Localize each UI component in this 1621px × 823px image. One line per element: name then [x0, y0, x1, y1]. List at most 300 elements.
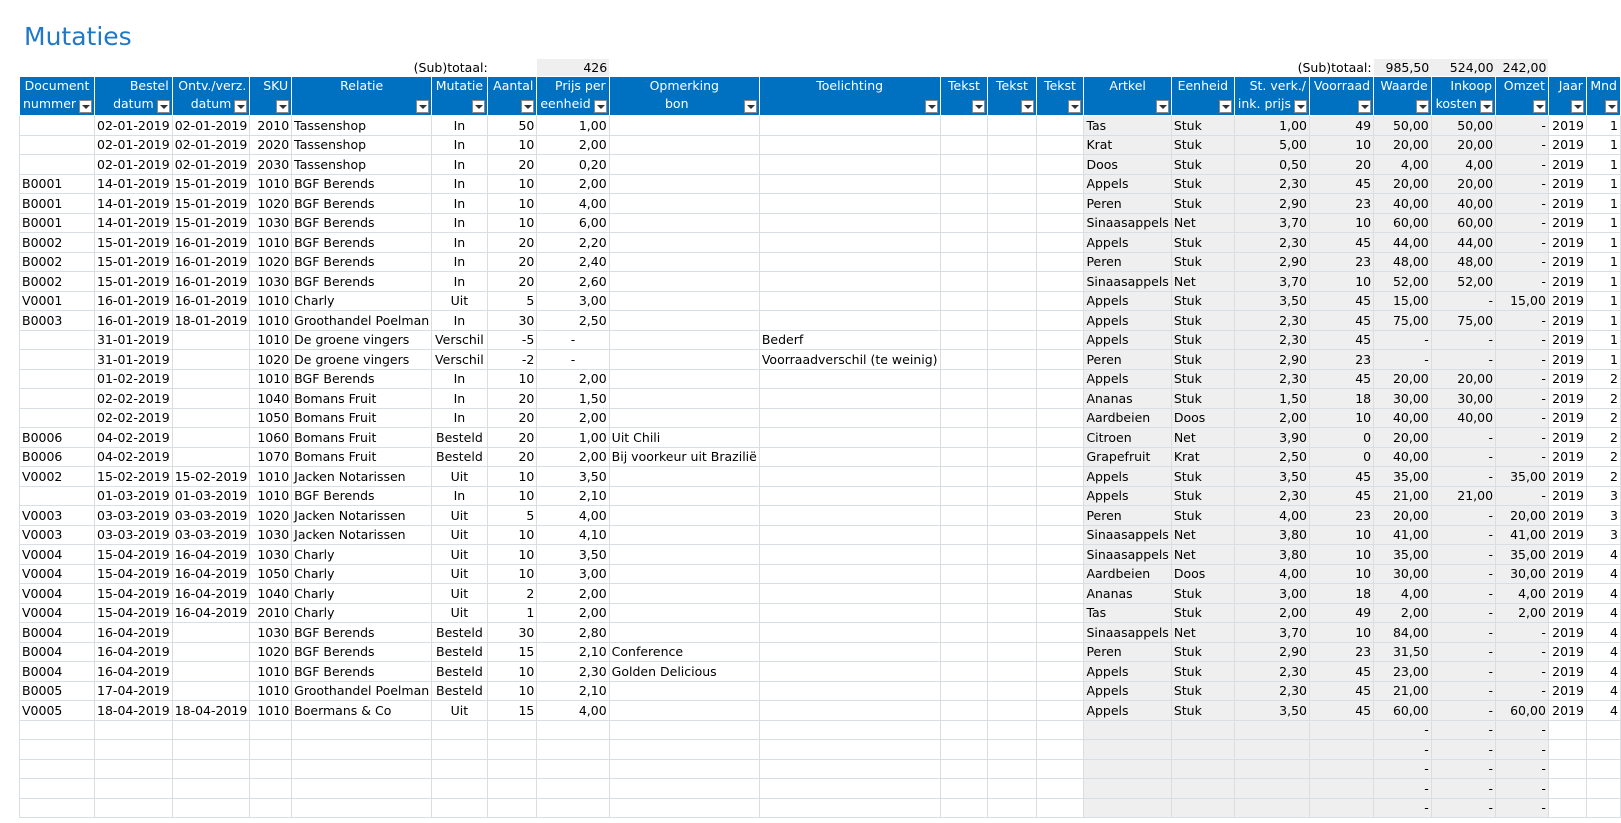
cell-relatie[interactable]: Groothandel Poelman: [292, 311, 432, 331]
cell-waarde[interactable]: -: [1374, 350, 1432, 370]
cell-prijs-per-eenheid[interactable]: 2,10: [537, 642, 609, 662]
cell-tekst-3[interactable]: [1036, 798, 1084, 818]
cell-document-nummer[interactable]: B0001: [20, 213, 95, 233]
cell-tekst-1[interactable]: [940, 623, 988, 643]
cell-toelichting[interactable]: [759, 194, 940, 214]
cell-artikel[interactable]: Appels: [1084, 662, 1171, 682]
cell-sku[interactable]: [250, 779, 292, 799]
cell-omzet[interactable]: 4,00: [1496, 584, 1549, 604]
cell-waarde[interactable]: 4,00: [1374, 584, 1432, 604]
cell-tekst-1[interactable]: [940, 213, 988, 233]
cell-waarde[interactable]: 44,00: [1374, 233, 1432, 253]
cell-opmerking-bon[interactable]: [609, 135, 759, 155]
cell-aantal[interactable]: 10: [487, 681, 537, 701]
cell-document-nummer[interactable]: B0004: [20, 642, 95, 662]
cell-verk-ink-prijs[interactable]: 2,00: [1234, 408, 1309, 428]
cell-aantal[interactable]: 10: [487, 486, 537, 506]
cell-maand[interactable]: 1: [1586, 155, 1620, 175]
cell-sku[interactable]: 1040: [250, 584, 292, 604]
cell-waarde[interactable]: -: [1374, 720, 1432, 740]
cell-mutatie[interactable]: [432, 740, 487, 760]
cell-artikel[interactable]: Aardbeien: [1084, 408, 1171, 428]
cell-opmerking-bon[interactable]: [609, 701, 759, 721]
cell-tekst-2[interactable]: [988, 603, 1036, 623]
cell-verk-ink-prijs[interactable]: 3,90: [1234, 428, 1309, 448]
cell-bestel-datum[interactable]: 02-01-2019: [95, 116, 173, 136]
filter-dropdown-icon[interactable]: [1156, 100, 1169, 113]
cell-artikel[interactable]: Sinaasappels: [1084, 525, 1171, 545]
cell-mutatie[interactable]: Besteld: [432, 662, 487, 682]
cell-prijs-per-eenheid[interactable]: [537, 779, 609, 799]
header-toelichting[interactable]: [759, 77, 940, 116]
cell-inkoop-kosten[interactable]: -: [1431, 584, 1495, 604]
cell-tekst-1[interactable]: [940, 330, 988, 350]
cell-opmerking-bon[interactable]: [609, 623, 759, 643]
cell-inkoop-kosten[interactable]: -: [1431, 350, 1495, 370]
cell-artikel[interactable]: Tas: [1084, 116, 1171, 136]
cell-tekst-1[interactable]: [940, 233, 988, 253]
filter-dropdown-icon[interactable]: [972, 100, 985, 113]
cell-inkoop-kosten[interactable]: 75,00: [1431, 311, 1495, 331]
cell-waarde[interactable]: 35,00: [1374, 545, 1432, 565]
cell-bestel-datum[interactable]: 15-04-2019: [95, 564, 173, 584]
header-tekst-1[interactable]: [940, 77, 988, 116]
cell-toelichting[interactable]: [759, 681, 940, 701]
cell-maand[interactable]: 4: [1586, 701, 1620, 721]
cell-jaar[interactable]: 2019: [1548, 486, 1586, 506]
cell-omzet[interactable]: -: [1496, 213, 1549, 233]
cell-prijs-per-eenheid[interactable]: 3,00: [537, 564, 609, 584]
cell-mutatie[interactable]: In: [432, 311, 487, 331]
cell-waarde[interactable]: 60,00: [1374, 213, 1432, 233]
cell-inkoop-kosten[interactable]: -: [1431, 291, 1495, 311]
cell-jaar[interactable]: [1548, 779, 1586, 799]
cell-relatie[interactable]: BGF Berends: [292, 174, 432, 194]
cell-prijs-per-eenheid[interactable]: [537, 720, 609, 740]
cell-tekst-3[interactable]: [1036, 252, 1084, 272]
cell-sku[interactable]: 1030: [250, 623, 292, 643]
cell-document-nummer[interactable]: [20, 116, 95, 136]
cell-artikel[interactable]: Ananas: [1084, 584, 1171, 604]
cell-maand[interactable]: 1: [1586, 272, 1620, 292]
cell-tekst-3[interactable]: [1036, 155, 1084, 175]
cell-inkoop-kosten[interactable]: 50,00: [1431, 116, 1495, 136]
cell-tekst-2[interactable]: [988, 486, 1036, 506]
header-aantal[interactable]: [487, 77, 537, 116]
cell-tekst-1[interactable]: [940, 798, 988, 818]
cell-tekst-3[interactable]: [1036, 428, 1084, 448]
cell-opmerking-bon[interactable]: [609, 740, 759, 760]
cell-artikel[interactable]: Appels: [1084, 369, 1171, 389]
cell-jaar[interactable]: 2019: [1548, 506, 1586, 526]
cell-relatie[interactable]: [292, 740, 432, 760]
cell-inkoop-kosten[interactable]: -: [1431, 662, 1495, 682]
filter-dropdown-icon[interactable]: [1480, 100, 1493, 113]
cell-omzet[interactable]: -: [1496, 798, 1549, 818]
cell-prijs-per-eenheid[interactable]: 2,20: [537, 233, 609, 253]
cell-voorraad[interactable]: 10: [1310, 213, 1374, 233]
cell-aantal[interactable]: [487, 798, 537, 818]
cell-relatie[interactable]: Tassenshop: [292, 155, 432, 175]
cell-mutatie[interactable]: In: [432, 174, 487, 194]
cell-omzet[interactable]: 35,00: [1496, 467, 1549, 487]
cell-opmerking-bon[interactable]: [609, 194, 759, 214]
cell-jaar[interactable]: 2019: [1548, 116, 1586, 136]
cell-ontv-verz-datum[interactable]: 16-01-2019: [172, 272, 250, 292]
cell-eenheid[interactable]: Stuk: [1171, 330, 1234, 350]
cell-tekst-1[interactable]: [940, 759, 988, 779]
cell-eenheid[interactable]: Stuk: [1171, 311, 1234, 331]
cell-opmerking-bon[interactable]: [609, 213, 759, 233]
cell-document-nummer[interactable]: V0004: [20, 545, 95, 565]
cell-prijs-per-eenheid[interactable]: 3,50: [537, 545, 609, 565]
cell-eenheid[interactable]: Stuk: [1171, 584, 1234, 604]
cell-ontv-verz-datum[interactable]: 15-01-2019: [172, 174, 250, 194]
cell-maand[interactable]: 4: [1586, 584, 1620, 604]
cell-artikel[interactable]: Appels: [1084, 233, 1171, 253]
cell-verk-ink-prijs[interactable]: 1,50: [1234, 389, 1309, 409]
cell-eenheid[interactable]: Net: [1171, 272, 1234, 292]
cell-jaar[interactable]: 2019: [1548, 662, 1586, 682]
cell-artikel[interactable]: Peren: [1084, 194, 1171, 214]
cell-jaar[interactable]: 2019: [1548, 213, 1586, 233]
cell-aantal[interactable]: 10: [487, 174, 537, 194]
cell-tekst-1[interactable]: [940, 642, 988, 662]
cell-waarde[interactable]: -: [1374, 779, 1432, 799]
cell-maand[interactable]: 1: [1586, 291, 1620, 311]
cell-artikel[interactable]: Appels: [1084, 330, 1171, 350]
cell-mutatie[interactable]: In: [432, 252, 487, 272]
cell-mutatie[interactable]: Besteld: [432, 681, 487, 701]
cell-voorraad[interactable]: 10: [1310, 623, 1374, 643]
cell-prijs-per-eenheid[interactable]: [537, 759, 609, 779]
cell-maand[interactable]: 1: [1586, 135, 1620, 155]
cell-eenheid[interactable]: Stuk: [1171, 174, 1234, 194]
cell-bestel-datum[interactable]: 01-03-2019: [95, 486, 173, 506]
cell-maand[interactable]: 4: [1586, 681, 1620, 701]
cell-inkoop-kosten[interactable]: 30,00: [1431, 389, 1495, 409]
cell-waarde[interactable]: 21,00: [1374, 681, 1432, 701]
cell-waarde[interactable]: 20,00: [1374, 506, 1432, 526]
cell-sku[interactable]: 1030: [250, 545, 292, 565]
cell-jaar[interactable]: 2019: [1548, 369, 1586, 389]
cell-verk-ink-prijs[interactable]: 2,30: [1234, 681, 1309, 701]
cell-inkoop-kosten[interactable]: -: [1431, 623, 1495, 643]
cell-mutatie[interactable]: Uit: [432, 603, 487, 623]
cell-opmerking-bon[interactable]: [609, 720, 759, 740]
cell-eenheid[interactable]: Stuk: [1171, 350, 1234, 370]
cell-verk-ink-prijs[interactable]: 2,30: [1234, 486, 1309, 506]
cell-tekst-3[interactable]: [1036, 525, 1084, 545]
cell-aantal[interactable]: -5: [487, 330, 537, 350]
cell-toelichting[interactable]: [759, 662, 940, 682]
cell-omzet[interactable]: -: [1496, 330, 1549, 350]
cell-inkoop-kosten[interactable]: 4,00: [1431, 155, 1495, 175]
cell-prijs-per-eenheid[interactable]: 2,00: [537, 603, 609, 623]
filter-dropdown-icon[interactable]: [234, 100, 247, 113]
cell-voorraad[interactable]: [1310, 798, 1374, 818]
cell-tekst-2[interactable]: [988, 174, 1036, 194]
cell-prijs-per-eenheid[interactable]: 4,00: [537, 194, 609, 214]
cell-tekst-1[interactable]: [940, 428, 988, 448]
filter-dropdown-icon[interactable]: [472, 100, 485, 113]
cell-jaar[interactable]: 2019: [1548, 135, 1586, 155]
cell-toelichting[interactable]: [759, 369, 940, 389]
cell-omzet[interactable]: 20,00: [1496, 506, 1549, 526]
cell-artikel[interactable]: Aardbeien: [1084, 564, 1171, 584]
cell-ontv-verz-datum[interactable]: 16-01-2019: [172, 291, 250, 311]
cell-verk-ink-prijs[interactable]: 4,00: [1234, 506, 1309, 526]
cell-voorraad[interactable]: 23: [1310, 252, 1374, 272]
cell-aantal[interactable]: 20: [487, 272, 537, 292]
cell-maand[interactable]: 2: [1586, 428, 1620, 448]
cell-verk-ink-prijs[interactable]: 3,50: [1234, 291, 1309, 311]
cell-ontv-verz-datum[interactable]: 02-01-2019: [172, 116, 250, 136]
cell-ontv-verz-datum[interactable]: 03-03-2019: [172, 506, 250, 526]
cell-inkoop-kosten[interactable]: 20,00: [1431, 369, 1495, 389]
filter-dropdown-icon[interactable]: [1533, 100, 1546, 113]
header-tekst-3[interactable]: [1036, 77, 1084, 116]
cell-inkoop-kosten[interactable]: -: [1431, 681, 1495, 701]
cell-aantal[interactable]: -2: [487, 350, 537, 370]
cell-aantal[interactable]: 10: [487, 564, 537, 584]
cell-inkoop-kosten[interactable]: 21,00: [1431, 486, 1495, 506]
cell-tekst-2[interactable]: [988, 428, 1036, 448]
cell-eenheid[interactable]: Stuk: [1171, 252, 1234, 272]
cell-tekst-3[interactable]: [1036, 330, 1084, 350]
cell-artikel[interactable]: Krat: [1084, 135, 1171, 155]
cell-omzet[interactable]: -: [1496, 272, 1549, 292]
cell-mutatie[interactable]: [432, 798, 487, 818]
cell-tekst-1[interactable]: [940, 252, 988, 272]
cell-bestel-datum[interactable]: 17-04-2019: [95, 681, 173, 701]
cell-sku[interactable]: [250, 798, 292, 818]
cell-omzet[interactable]: -: [1496, 740, 1549, 760]
cell-opmerking-bon[interactable]: [609, 252, 759, 272]
cell-jaar[interactable]: 2019: [1548, 603, 1586, 623]
cell-aantal[interactable]: 5: [487, 291, 537, 311]
cell-aantal[interactable]: [487, 759, 537, 779]
cell-opmerking-bon[interactable]: Golden Delicious: [609, 662, 759, 682]
cell-ontv-verz-datum[interactable]: [172, 330, 250, 350]
cell-maand[interactable]: 1: [1586, 233, 1620, 253]
cell-bestel-datum[interactable]: 14-01-2019: [95, 194, 173, 214]
cell-omzet[interactable]: 30,00: [1496, 564, 1549, 584]
cell-voorraad[interactable]: 23: [1310, 506, 1374, 526]
cell-verk-ink-prijs[interactable]: 3,50: [1234, 467, 1309, 487]
cell-mutatie[interactable]: In: [432, 272, 487, 292]
cell-verk-ink-prijs[interactable]: 3,70: [1234, 623, 1309, 643]
cell-bestel-datum[interactable]: 31-01-2019: [95, 330, 173, 350]
cell-artikel[interactable]: [1084, 759, 1171, 779]
cell-relatie[interactable]: BGF Berends: [292, 233, 432, 253]
cell-document-nummer[interactable]: [20, 389, 95, 409]
cell-relatie[interactable]: Jacken Notarissen: [292, 467, 432, 487]
cell-mutatie[interactable]: In: [432, 194, 487, 214]
cell-tekst-3[interactable]: [1036, 389, 1084, 409]
cell-waarde[interactable]: 60,00: [1374, 701, 1432, 721]
cell-opmerking-bon[interactable]: [609, 369, 759, 389]
cell-aantal[interactable]: 10: [487, 213, 537, 233]
cell-relatie[interactable]: De groene vingers: [292, 330, 432, 350]
cell-bestel-datum[interactable]: 02-02-2019: [95, 389, 173, 409]
cell-verk-ink-prijs[interactable]: 2,30: [1234, 233, 1309, 253]
cell-ontv-verz-datum[interactable]: 16-04-2019: [172, 603, 250, 623]
header-tekst-2[interactable]: [988, 77, 1036, 116]
cell-bestel-datum[interactable]: 03-03-2019: [95, 525, 173, 545]
cell-waarde[interactable]: 75,00: [1374, 311, 1432, 331]
cell-relatie[interactable]: BGF Berends: [292, 194, 432, 214]
cell-inkoop-kosten[interactable]: -: [1431, 467, 1495, 487]
cell-bestel-datum[interactable]: 04-02-2019: [95, 447, 173, 467]
cell-inkoop-kosten[interactable]: -: [1431, 545, 1495, 565]
cell-voorraad[interactable]: 45: [1310, 291, 1374, 311]
cell-aantal[interactable]: 10: [487, 135, 537, 155]
cell-eenheid[interactable]: Doos: [1171, 564, 1234, 584]
cell-toelichting[interactable]: [759, 798, 940, 818]
cell-eenheid[interactable]: Net: [1171, 213, 1234, 233]
cell-document-nummer[interactable]: B0001: [20, 194, 95, 214]
cell-tekst-3[interactable]: [1036, 564, 1084, 584]
cell-aantal[interactable]: [487, 779, 537, 799]
cell-opmerking-bon[interactable]: [609, 233, 759, 253]
cell-tekst-2[interactable]: [988, 135, 1036, 155]
cell-relatie[interactable]: BGF Berends: [292, 272, 432, 292]
cell-ontv-verz-datum[interactable]: [172, 779, 250, 799]
cell-maand[interactable]: 2: [1586, 447, 1620, 467]
cell-aantal[interactable]: 20: [487, 155, 537, 175]
cell-sku[interactable]: 1010: [250, 174, 292, 194]
cell-omzet[interactable]: 35,00: [1496, 545, 1549, 565]
cell-mutatie[interactable]: Uit: [432, 701, 487, 721]
cell-jaar[interactable]: [1548, 798, 1586, 818]
cell-ontv-verz-datum[interactable]: [172, 369, 250, 389]
cell-artikel[interactable]: Appels: [1084, 291, 1171, 311]
cell-eenheid[interactable]: Stuk: [1171, 662, 1234, 682]
cell-aantal[interactable]: [487, 720, 537, 740]
cell-relatie[interactable]: BGF Berends: [292, 213, 432, 233]
cell-bestel-datum[interactable]: [95, 779, 173, 799]
cell-waarde[interactable]: 4,00: [1374, 155, 1432, 175]
cell-maand[interactable]: 1: [1586, 330, 1620, 350]
cell-prijs-per-eenheid[interactable]: 6,00: [537, 213, 609, 233]
cell-prijs-per-eenheid[interactable]: 4,10: [537, 525, 609, 545]
cell-waarde[interactable]: 30,00: [1374, 564, 1432, 584]
cell-toelichting[interactable]: [759, 759, 940, 779]
cell-tekst-2[interactable]: [988, 213, 1036, 233]
cell-tekst-2[interactable]: [988, 779, 1036, 799]
cell-prijs-per-eenheid[interactable]: 2,80: [537, 623, 609, 643]
cell-document-nummer[interactable]: B0002: [20, 252, 95, 272]
cell-bestel-datum[interactable]: 15-01-2019: [95, 233, 173, 253]
cell-prijs-per-eenheid[interactable]: 2,00: [537, 447, 609, 467]
cell-voorraad[interactable]: 49: [1310, 116, 1374, 136]
cell-verk-ink-prijs[interactable]: [1234, 720, 1309, 740]
cell-jaar[interactable]: 2019: [1548, 252, 1586, 272]
cell-sku[interactable]: 1050: [250, 408, 292, 428]
cell-opmerking-bon[interactable]: Bij voorkeur uit Brazilië: [609, 447, 759, 467]
cell-inkoop-kosten[interactable]: -: [1431, 447, 1495, 467]
subtotal-inkoop[interactable]: 524,00: [1431, 59, 1495, 77]
cell-tekst-1[interactable]: [940, 603, 988, 623]
cell-sku[interactable]: 2010: [250, 603, 292, 623]
cell-tekst-3[interactable]: [1036, 213, 1084, 233]
cell-voorraad[interactable]: 45: [1310, 369, 1374, 389]
cell-artikel[interactable]: Peren: [1084, 252, 1171, 272]
header-prijs-per-eenheid[interactable]: [537, 77, 609, 116]
cell-opmerking-bon[interactable]: [609, 272, 759, 292]
cell-ontv-verz-datum[interactable]: 15-02-2019: [172, 467, 250, 487]
cell-inkoop-kosten[interactable]: 48,00: [1431, 252, 1495, 272]
cell-toelichting[interactable]: [759, 701, 940, 721]
cell-relatie[interactable]: [292, 759, 432, 779]
cell-sku[interactable]: 1010: [250, 467, 292, 487]
cell-tekst-1[interactable]: [940, 486, 988, 506]
cell-verk-ink-prijs[interactable]: 2,90: [1234, 252, 1309, 272]
cell-tekst-1[interactable]: [940, 311, 988, 331]
cell-ontv-verz-datum[interactable]: 01-03-2019: [172, 486, 250, 506]
cell-ontv-verz-datum[interactable]: 15-01-2019: [172, 194, 250, 214]
cell-mutatie[interactable]: Uit: [432, 467, 487, 487]
cell-tekst-2[interactable]: [988, 291, 1036, 311]
cell-document-nummer[interactable]: [20, 740, 95, 760]
cell-toelichting[interactable]: [759, 408, 940, 428]
cell-bestel-datum[interactable]: [95, 759, 173, 779]
cell-maand[interactable]: 1: [1586, 174, 1620, 194]
cell-document-nummer[interactable]: V0004: [20, 584, 95, 604]
cell-tekst-1[interactable]: [940, 155, 988, 175]
cell-inkoop-kosten[interactable]: -: [1431, 798, 1495, 818]
cell-sku[interactable]: 1020: [250, 506, 292, 526]
cell-ontv-verz-datum[interactable]: 02-01-2019: [172, 155, 250, 175]
cell-relatie[interactable]: BGF Berends: [292, 252, 432, 272]
cell-document-nummer[interactable]: [20, 330, 95, 350]
cell-maand[interactable]: 4: [1586, 603, 1620, 623]
cell-toelichting[interactable]: [759, 720, 940, 740]
cell-verk-ink-prijs[interactable]: [1234, 798, 1309, 818]
cell-tekst-1[interactable]: [940, 116, 988, 136]
cell-tekst-3[interactable]: [1036, 408, 1084, 428]
cell-toelichting[interactable]: [759, 545, 940, 565]
header-eenheid[interactable]: [1171, 77, 1234, 116]
cell-tekst-3[interactable]: [1036, 779, 1084, 799]
cell-sku[interactable]: 1060: [250, 428, 292, 448]
cell-mutatie[interactable]: In: [432, 233, 487, 253]
cell-tekst-2[interactable]: [988, 584, 1036, 604]
cell-verk-ink-prijs[interactable]: 3,80: [1234, 525, 1309, 545]
cell-tekst-1[interactable]: [940, 467, 988, 487]
cell-omzet[interactable]: -: [1496, 252, 1549, 272]
cell-maand[interactable]: [1586, 740, 1620, 760]
cell-bestel-datum[interactable]: 01-02-2019: [95, 369, 173, 389]
cell-prijs-per-eenheid[interactable]: 2,10: [537, 681, 609, 701]
cell-artikel[interactable]: [1084, 740, 1171, 760]
cell-sku[interactable]: 1020: [250, 350, 292, 370]
cell-aantal[interactable]: 20: [487, 447, 537, 467]
cell-omzet[interactable]: -: [1496, 369, 1549, 389]
cell-tekst-3[interactable]: [1036, 174, 1084, 194]
cell-aantal[interactable]: 20: [487, 389, 537, 409]
cell-sku[interactable]: 1010: [250, 486, 292, 506]
cell-aantal[interactable]: 10: [487, 467, 537, 487]
cell-relatie[interactable]: De groene vingers: [292, 350, 432, 370]
cell-verk-ink-prijs[interactable]: 5,00: [1234, 135, 1309, 155]
cell-prijs-per-eenheid[interactable]: 1,00: [537, 116, 609, 136]
cell-mutatie[interactable]: In: [432, 155, 487, 175]
cell-eenheid[interactable]: Stuk: [1171, 291, 1234, 311]
cell-artikel[interactable]: Appels: [1084, 486, 1171, 506]
cell-ontv-verz-datum[interactable]: 03-03-2019: [172, 525, 250, 545]
